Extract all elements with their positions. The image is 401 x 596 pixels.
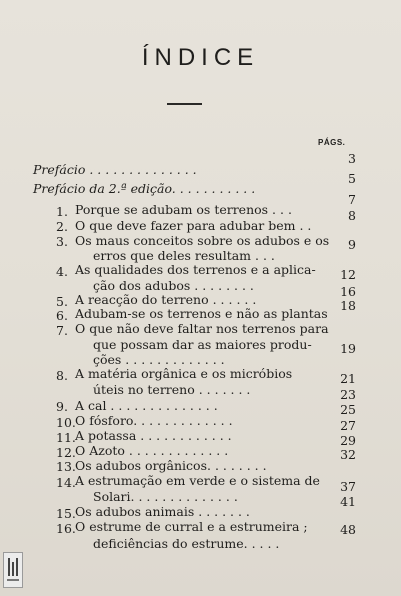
toc-entry-page: 8: [348, 208, 356, 223]
toc-entry-prefacio2-text: Prefácio da 2.ª edição. . . . . . . . . . .: [33, 181, 256, 196]
toc-entry-text: O fósforo. . . . . . . . . . . . .: [75, 413, 233, 428]
toc-entry-text-continuation: que possam dar as maiores produ-: [93, 337, 312, 352]
toc-entry-text: Os adubos orgânicos. . . . . . . .: [75, 458, 267, 473]
toc-entry-text: A matéria orgânica e os micróbios: [75, 366, 293, 381]
toc-entry-number: 16.: [56, 521, 76, 536]
pages-column-header: PÁGS.: [318, 138, 346, 147]
toc-entry-page: 18: [340, 298, 356, 313]
toc-entry-page: 21: [340, 371, 356, 386]
toc-entry-page: 19: [340, 341, 356, 356]
toc-entry-page: 29: [340, 433, 356, 448]
toc-entry-page: 32: [340, 447, 356, 462]
toc-entry-number: 3.: [56, 234, 68, 249]
toc-entry-prefacio-page: 3: [348, 151, 356, 166]
toc-entry-text: O que não deve faltar nos terrenos para: [75, 321, 329, 336]
toc-entry-number: 15.: [56, 506, 76, 521]
toc-entry-number: 1.: [56, 204, 68, 219]
toc-entry-page: 37: [340, 479, 356, 494]
toc-entry-text: O Azoto . . . . . . . . . . . . .: [75, 443, 229, 458]
toc-entry-page: 25: [340, 402, 356, 417]
toc-entry-text-continuation: Solari. . . . . . . . . . . . . .: [93, 489, 238, 504]
page-title: ÍNDICE: [141, 44, 260, 71]
toc-entry-number: 9.: [56, 399, 68, 414]
toc-entry-text-continuation: ções . . . . . . . . . . . . .: [93, 352, 225, 367]
toc-entry-text-continuation: deficiências do estrume. . . . .: [93, 536, 280, 551]
toc-entry-page: 48: [340, 522, 356, 537]
toc-entry-text: A estrumação em verde e o sistema de: [75, 473, 320, 488]
toc-entry-prefacio2-page: 5: [348, 171, 356, 186]
toc-entry-text: Os maus conceitos sobre os adubos e os: [75, 233, 330, 248]
toc-entry-number: 7.: [56, 323, 68, 338]
toc-entry-text-continuation: erros que deles resultam . . .: [93, 248, 275, 263]
toc-entry-number: 13.: [56, 459, 76, 474]
toc-entry-page: 41: [340, 494, 356, 509]
toc-entry-number: 6.: [56, 308, 68, 323]
toc-entry-page: 12: [340, 267, 356, 282]
toc-entry-page: 7: [348, 192, 356, 207]
toc-entry-number: 14.: [56, 475, 76, 490]
toc-entry-text: Adubam-se os terrenos e não as plantas: [75, 306, 328, 321]
toc-entry-text: A cal . . . . . . . . . . . . . .: [75, 398, 218, 413]
toc-entry-number: 4.: [56, 264, 68, 279]
toc-entry-number: 2.: [56, 219, 68, 234]
toc-entry-text: Porque se adubam os terrenos . . .: [75, 202, 292, 217]
toc-entry-page: 9: [348, 237, 356, 252]
toc-entry-text: A potassa . . . . . . . . . . . .: [75, 428, 232, 443]
toc-entry-text: O que deve fazer para adubar bem . .: [75, 218, 312, 233]
title-rule: [167, 103, 202, 105]
toc-entry-page: 16: [340, 284, 356, 299]
toc-entry-number: 8.: [56, 368, 68, 383]
toc-entry-page: 27: [340, 418, 356, 433]
toc-entry-text: A reacção do terreno . . . . . .: [75, 292, 257, 307]
library-stamp-icon: [3, 552, 23, 588]
toc-entry-text: Os adubos animais . . . . . . .: [75, 504, 250, 519]
toc-entry-number: 11.: [56, 430, 76, 445]
toc-entry-number: 10.: [56, 415, 76, 430]
toc-entry-text-continuation: ção dos adubos . . . . . . . .: [93, 278, 254, 293]
toc-entry-page: 23: [340, 387, 356, 402]
toc-entry-text: As qualidades dos terrenos e a aplica-: [75, 262, 316, 277]
toc-entry-number: 5.: [56, 294, 68, 309]
toc-entry-number: 12.: [56, 445, 76, 460]
toc-entry-text: O estrume de curral e a estrumeira ;: [75, 519, 308, 534]
toc-entry-prefacio-text: Prefácio . . . . . . . . . . . . . .: [33, 162, 197, 177]
toc-entry-text-continuation: úteis no terreno . . . . . . .: [93, 382, 251, 397]
